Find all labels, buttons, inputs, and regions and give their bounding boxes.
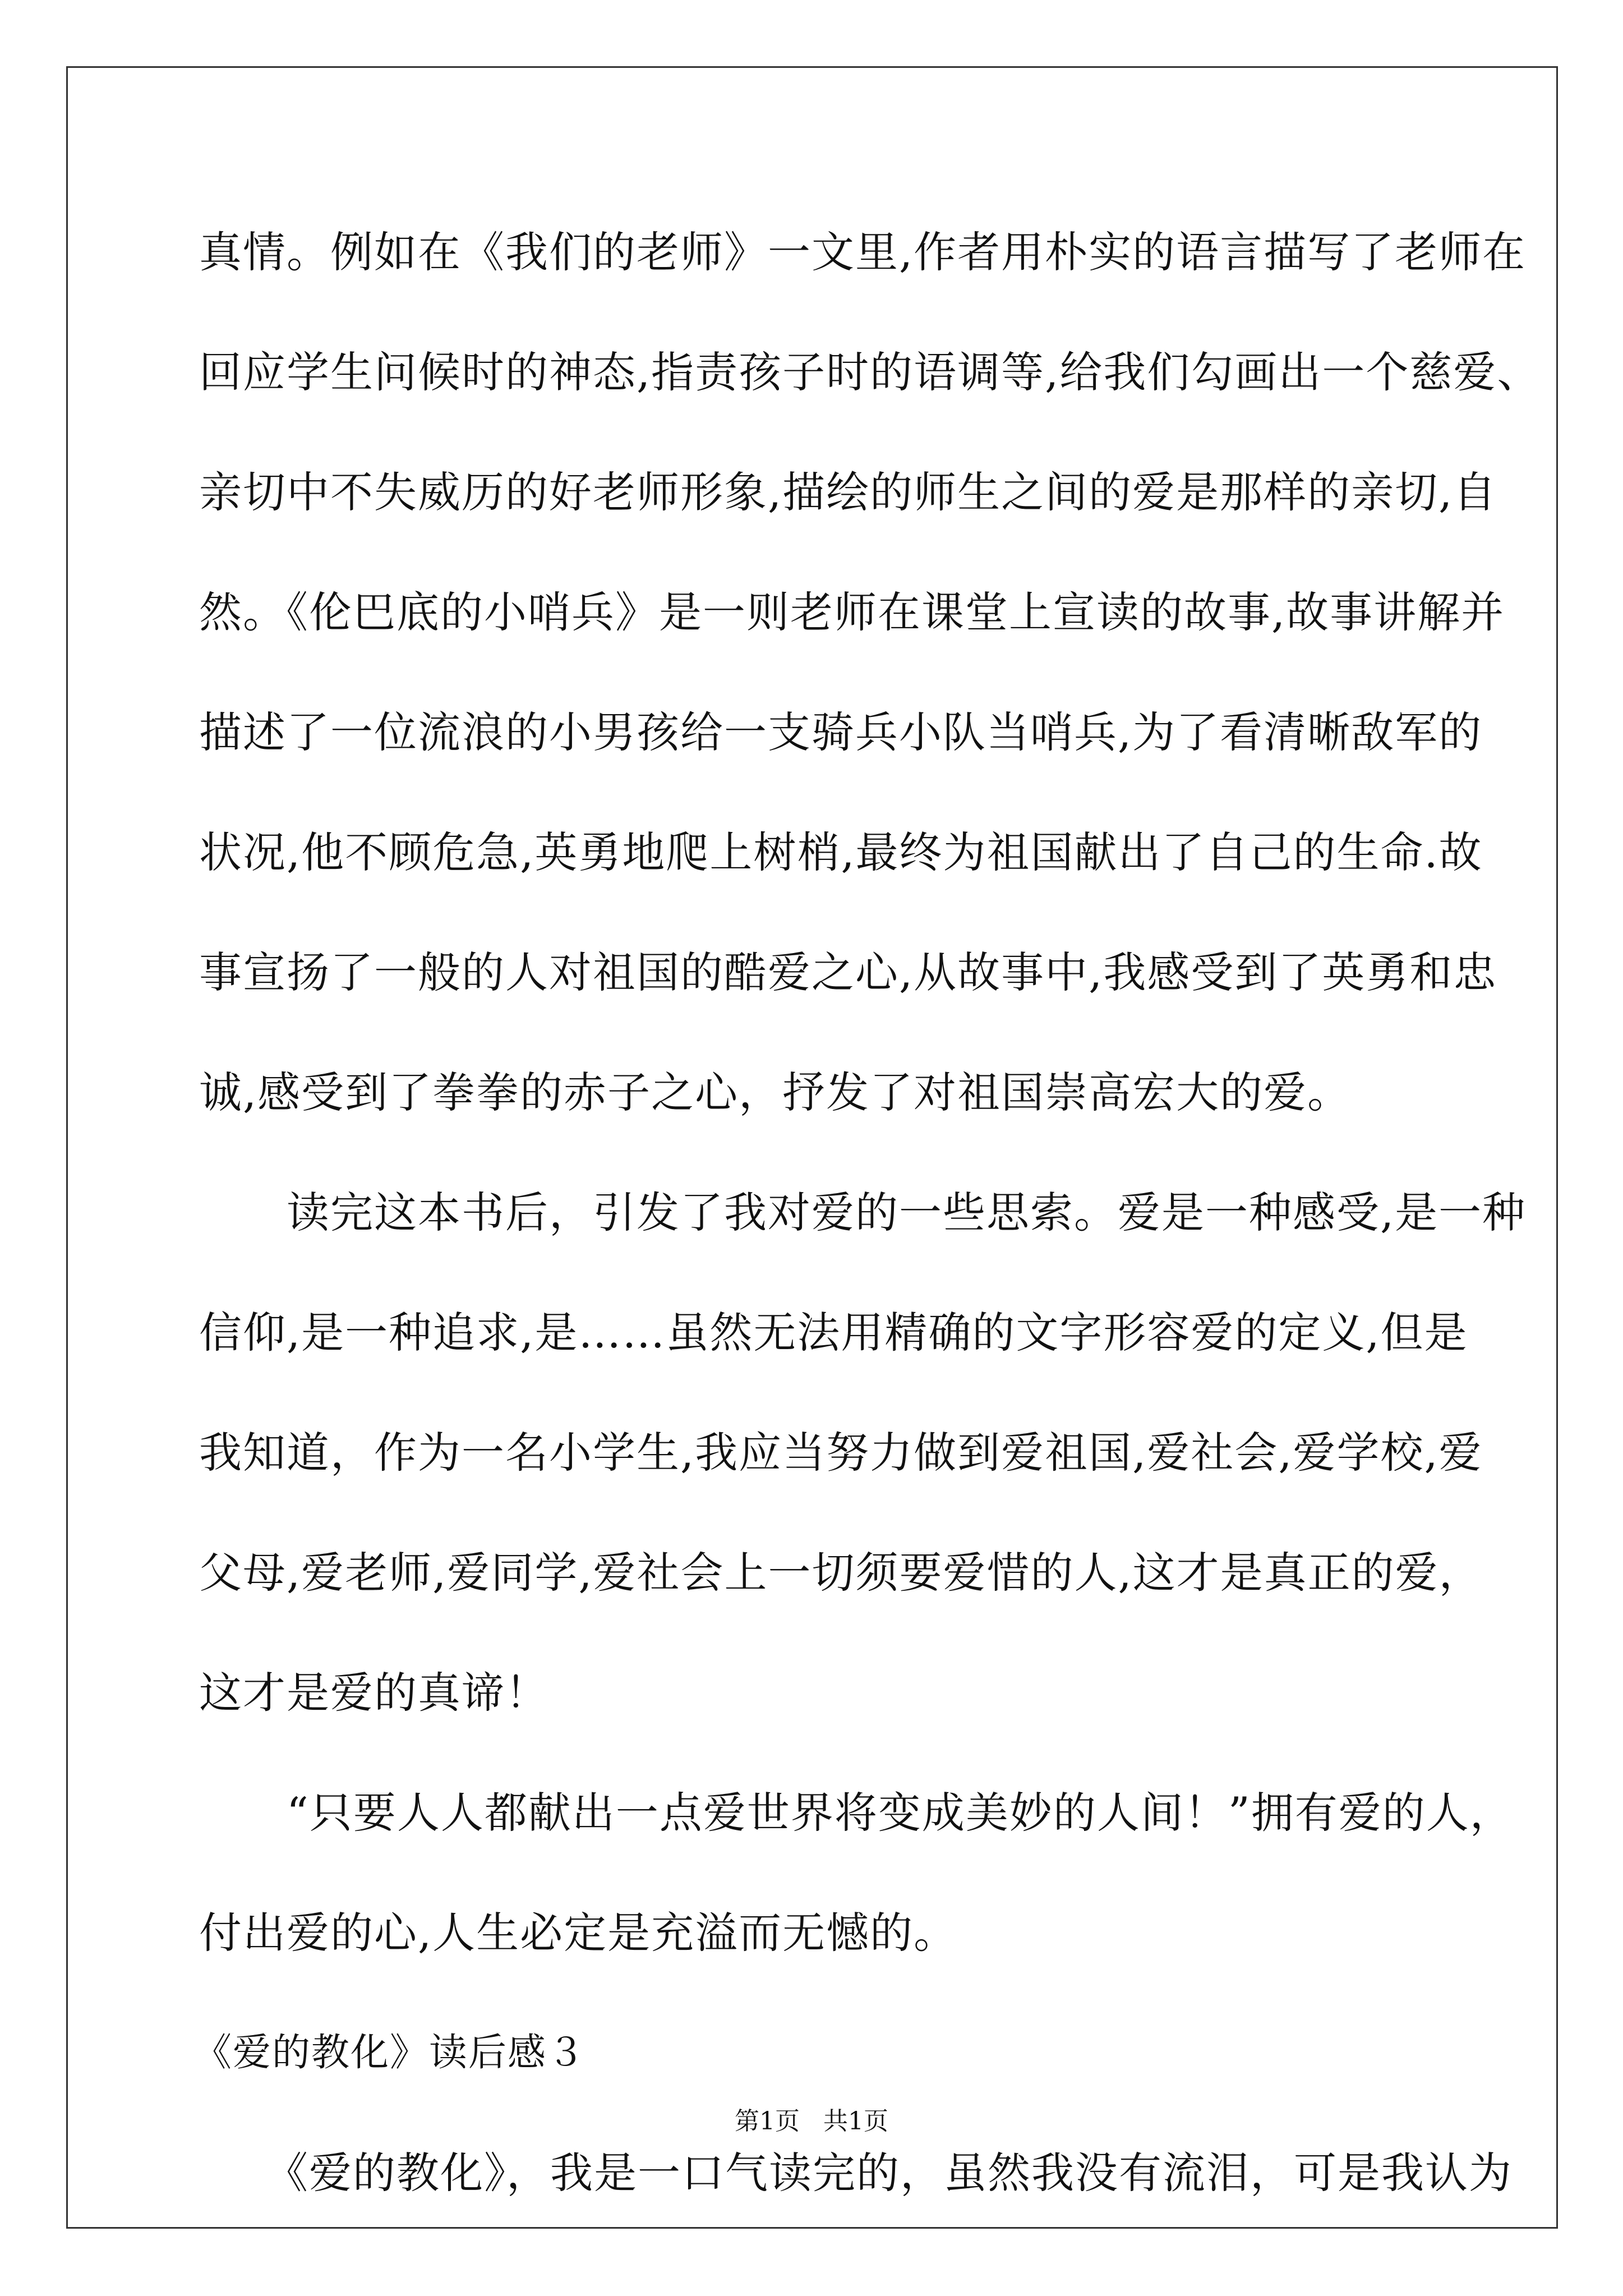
text-line: 诚,感受到了拳拳的赤子之心，抒发了对祖国崇高宏大的爱。 bbox=[199, 1068, 1352, 1117]
text-line: 事宣扬了一般的人对祖国的酷爱之心,从故事中,我感受到了英勇和忠 bbox=[199, 947, 1497, 997]
text-line: 亲切中不失威历的好老师形象,描绘的师生之间的爱是那样的亲切,自 bbox=[199, 467, 1497, 517]
section-heading: 《爱的教化》读后感３ bbox=[193, 2031, 587, 2075]
text-line: 我知道，作为一名小学生,我应当努力做到爱祖国,爱社会,爱学校,爱 bbox=[199, 1428, 1483, 1478]
text-line: 真情。例如在《我们的老师》一文里,作者用朴实的语言描写了老师在 bbox=[199, 227, 1527, 277]
text-line: 回应学生问候时的神态,指责孩子时的语调等,给我们勾画出一个慈爱、 bbox=[199, 347, 1541, 397]
text-line: 读完这本书后，引发了我对爱的一些思索。爱是一种感受,是一种 bbox=[199, 1188, 1527, 1237]
text-line: 《爱的教化》，我是一口气读完的，虽然我没有流泪，可是我认为 bbox=[199, 2148, 1513, 2198]
text-line: 付出爱的心,人生必定是充溢而无憾的。 bbox=[199, 1908, 958, 1958]
text-line: 然。《伦巴底的小哨兵》是一则老师在课堂上宣读的故事,故事讲解并 bbox=[199, 587, 1505, 637]
text-line: 状况,他不顾危急,英勇地爬上树梢,最终为祖国献出了自己的生命.故 bbox=[199, 827, 1483, 877]
document-body bbox=[193, 208, 1541, 2248]
text-line: 描述了一位流浪的小男孩给一支骑兵小队当哨兵,为了看清晰敌军的 bbox=[199, 707, 1483, 757]
text-line: 父母,爱老师,爱同学,爱社会上一切须要爱惜的人,这才是真正的爱， bbox=[199, 1548, 1483, 1598]
text-line: “只要人人都献出一点爱世界将变成美妙的人间！”拥有爱的人， bbox=[199, 1788, 1514, 1838]
text-line: 这才是爱的真谛！ bbox=[199, 1668, 549, 1718]
text-line: 信仰,是一种追求,是……虽然无法用精确的文字形容爱的定义,但是 bbox=[199, 1308, 1468, 1358]
page-total: 共1页 bbox=[823, 2107, 888, 2136]
page-number: 第1页 bbox=[735, 2107, 800, 2136]
page-footer bbox=[0, 2101, 1623, 2137]
